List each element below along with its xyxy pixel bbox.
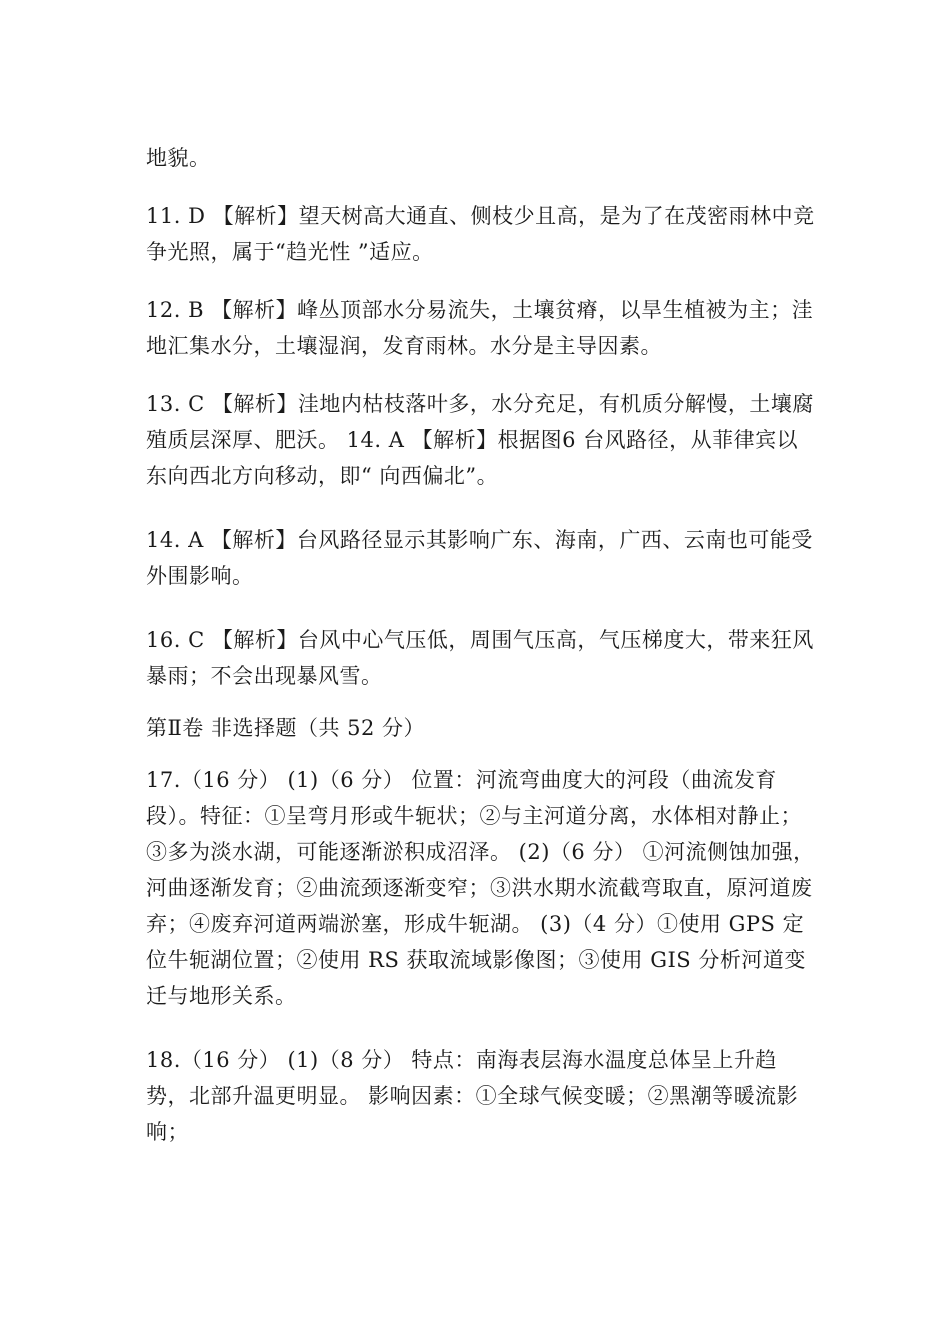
answer-11: 11. D 【解析】望天树高大通直、侧枝少且高，是为了在茂密雨林中竞争光照，属于“趋光性 ”适应。 [146, 204, 815, 264]
answer-14: 14. A 【解析】台风路径显示其影响广东、海南，广西、云南也可能受外围影响。 [146, 528, 813, 588]
answer-12: 12. B 【解析】峰丛顶部水分易流失，土壤贫瘠，以旱生植被为主；洼地汇集水分，土壤湿润，发育雨林。水分是主导因素。 [146, 298, 814, 358]
answer-16: 16. C 【解析】台风中心气压低，周围气压高，气压梯度大，带来狂风暴雨；不会出现暴风雪。 [146, 628, 814, 688]
answer-13-14: 13. C 【解析】洼地内枯枝落叶多，水分充足，有机质分解慢，土壤腐殖质层深厚、肥沃。 14. A 【解析】根据图6 台风路径，从菲律宾以东向西北方向移动，即“ 向西偏北”。 [146, 392, 814, 488]
answer-17: 17.（16 分） (1)（6 分） 位置：河流弯曲度大的河段（曲流发育段）。特征：①呈弯月形或牛轭状；②与主河道分离，水体相对静止；③多为淡水湖，可能逐渐淤积成沼泽。 (2)（6 分） ①河流侧蚀加强，河曲逐渐发育；②曲流颈逐渐变窄；③洪水期水流截弯取直，原河道废弃；④废弃河道两端淤塞，形成牛轭湖。 (3)（4 分）①使用 GPS 定位牛轭湖位置；②使用 RS 获取流域影像图；③使用 GIS 分析河道变迁与地形关系。 [146, 768, 815, 1008]
paragraph-continuation: 地貌。 [146, 146, 211, 170]
document-body [146, 140, 818, 1150]
answer-18: 18.（16 分） (1)（8 分） 特点：南海表层海水温度总体呈上升趋势，北部升温更明显。 影响因素：①全球气候变暖；②黑潮等暖流影响； [146, 1048, 799, 1144]
section-heading: 第Ⅱ卷 非选择题（共 52 分） [146, 716, 426, 740]
